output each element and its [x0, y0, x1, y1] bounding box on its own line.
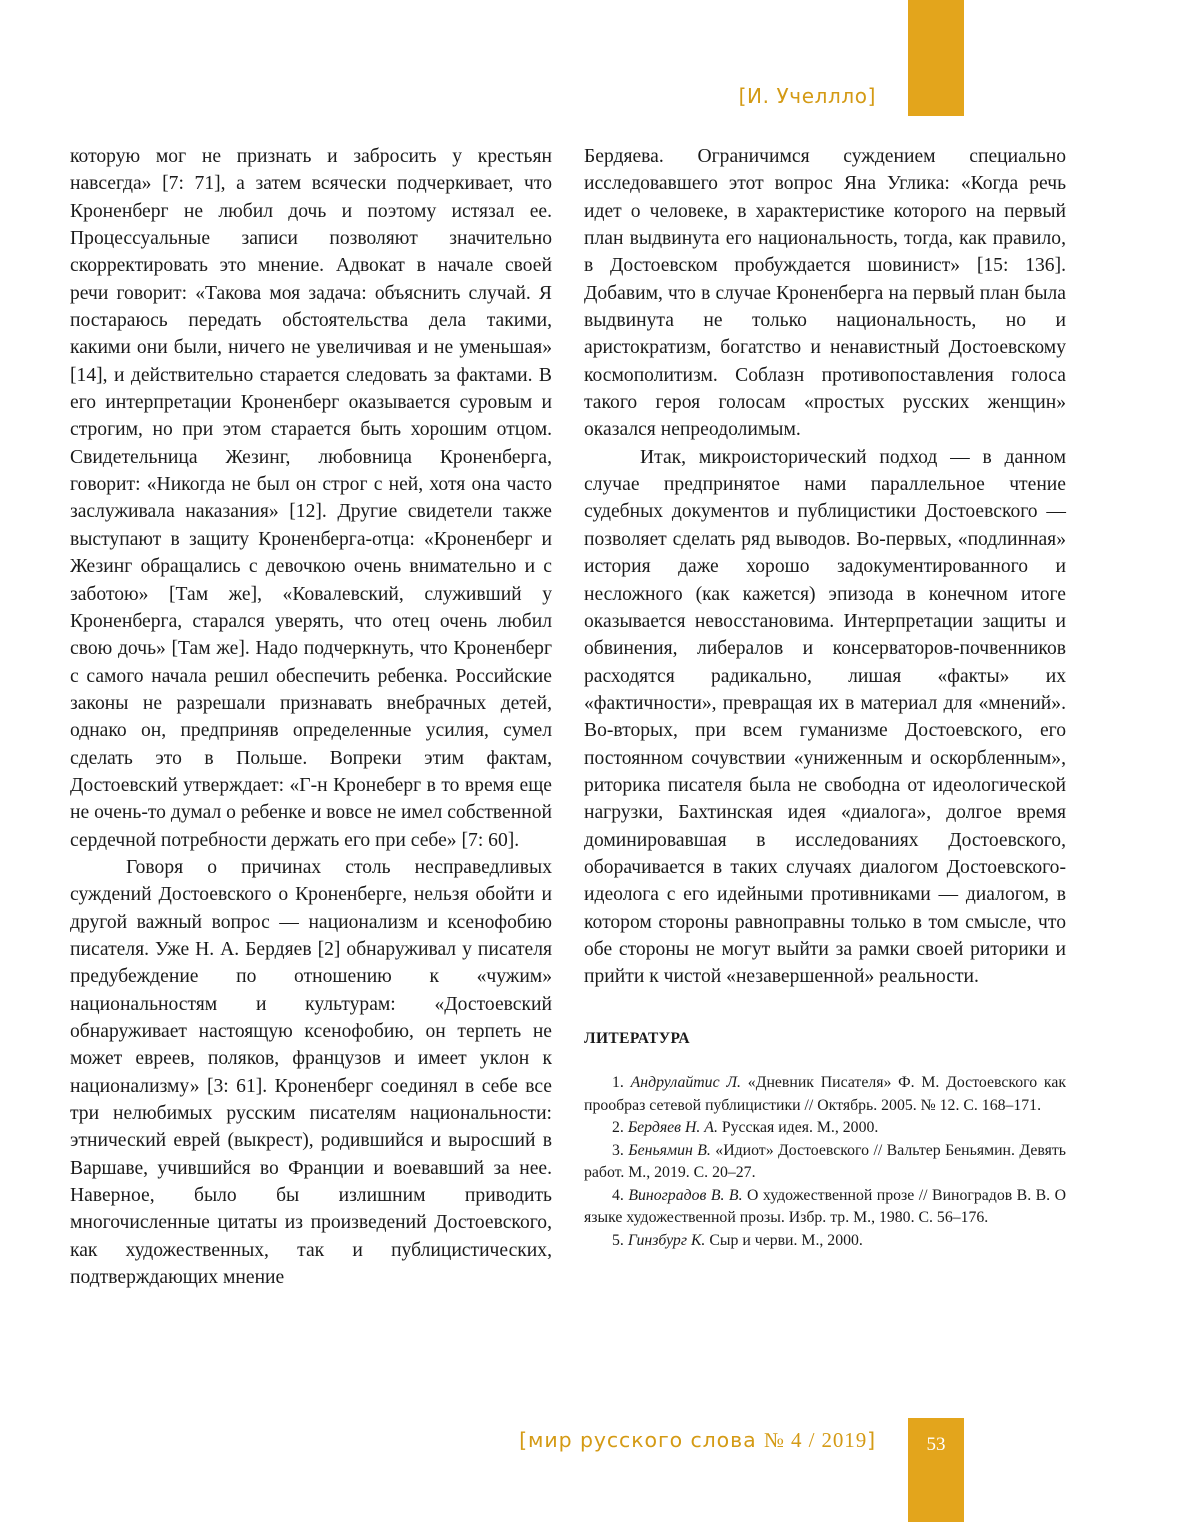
journal-bracket: ]	[867, 1428, 876, 1452]
reference-item	[584, 1140, 1066, 1185]
journal-footer	[519, 1428, 876, 1453]
reference-author: Андрулайтис Л.	[630, 1074, 742, 1091]
reference-text: «Дневник Писателя» Ф. М. Достоевского как прообраз сетевой публицистики // Октябрь. 2005. № 12. С. 168–171.	[584, 1074, 1067, 1114]
header-color-tab	[908, 0, 964, 116]
paragraph: которую мог не признать и забросить у крестьян навсегда» [7: 71], а затем всячески подчеркивает, что Кроненберг не любил дочь и поэтому истязал ее. Процессуальные записи позволяют значительно скорректировать это мнение. Адвокат в начале своей речи говорит: «Такова моя задача: объяснить случай. Я постараюсь передать обстоятельства дела такими, какими они были, ничего не увеличивая и не уменьшая» [14], и действительно старается следовать за фактами. В его интерпретации Кроненберг оказывается суровым и строгим, но при этом старается быть хорошим отцом. Свидетельница Жезинг, любовница Кроненберга, говорит: «Никогда не был он строг с ней, хотя она часто заслуживала наказания» [12]. Другие свидетели также выступают в защиту Кроненберга-отца: «Кроненберг и Жезинг обращались с девочкою очень внимательно и с заботою» [Там же], «Ковалевский, служивший у Кроненберга, старался уверять, что отец очень любил свою дочь» [Там же]. Надо подчеркнуть, что Кроненберг с самого начала решил обеспечить ребенка. Российские законы не разрешали признавать внебрачных детей, однако он, предприняв определенные усилия, сумел сделать это в Польше. Вопреки этим фактам, Достоевский утверждает: «Г-н Кронеберг в то время еще не очень-то думал о ребенке и вовсе не имел собственной сердечной потребности держать его при себе» [7: 60].	[70, 146, 553, 851]
reference-item	[584, 1117, 1066, 1140]
paragraph: Итак, микроисторический подход — в данном случае предпринятое нами параллельное чтение судебных документов и публицистики Достоевского — позволяет сделать ряд выводов. Во-первых, «подлинная» история даже хорошо задокументированного и несложного (как кажется) эпизода в конечном итоге оказывается невосстановима. Интерпретации защиты и обвинения, либералов и консерваторов-почвенников расходятся радикально, лишая «факты» их «фактичности», превращая их в материал для «мнений». Во-вторых, при всем гуманизме Достоевского, его постоянном сочувствии «униженным и оскорбленным», риторика писателя была не свободна от идеологической нагрузки, Бахтинская идея «диалога», долгое время доминировавшая в исследованиях Достоевского, оборачивается в таких случаях диалогом Достоевского-идеолога с его идейными противниками — диалогом, в котором стороны равноправны только в том смысле, что обе стороны не могут выйти за рамки своей риторики и прийти к чистой «незавершенной» реальности.	[584, 446, 1066, 988]
reference-number: 1.	[612, 1074, 624, 1091]
reference-number: 2.	[612, 1119, 624, 1136]
right-text-column	[584, 143, 1066, 1252]
reference-author: Виноградов В. В.	[628, 1186, 743, 1204]
reference-item	[584, 1185, 1066, 1230]
reference-number: 4.	[612, 1186, 624, 1204]
literature-heading: ЛИТЕРАТУРА	[584, 1029, 690, 1047]
reference-list	[584, 1072, 1066, 1252]
reference-text: Сыр и черви. М., 2000.	[709, 1231, 863, 1249]
paragraph: Говоря о причинах столь несправедливых суждений Достоевского о Кроненберге, нельзя обойти и другой важный вопрос — национализм и ксенофобию писателя. Уже Н. А. Бердяев [2] обнаруживал у писателя предубеждение по отношению к «чужим» национальностям и культурам: «Достоевский обнаруживает настоящую ксенофобию, он терпеть не может евреев, поляков, французов и имеет уклон к национализму» [3: 61]. Кроненберг соединял в себе все три нелюбимых русским писателям национальности: этнический еврей (выкрест), родившийся и выросший в Варшаве, учившийся во Франции и воевавший за нее. Наверное, было бы излишним приводить многочисленные цитаты из произведений Достоевского, как художественных, так и публицистических, подтверждающих мнение	[70, 856, 552, 1289]
reference-item	[584, 1230, 1066, 1253]
paragraph: Бердяева. Ограничимся суждением специально исследовавшего этот вопрос Яна Углика: «Когда речь идет о человеке, в характеристике которого на первый план выдвинута его национальность, тогда, как правило, в Достоевском пробуждается шовинист» [15: 136]. Добавим, что в случае Кроненберга на первый план была выдвинута не только национальность, но и аристократизм, богатство и ненавистный Достоевскому космополитизм. Соблазн противопоставления голоса такого героя голосам «простых русских женщин» оказался непреодолимым.	[584, 146, 1066, 441]
reference-author: Беньямин В.	[628, 1141, 711, 1159]
left-text-column	[70, 143, 552, 1291]
reference-number: 5.	[612, 1231, 624, 1249]
reference-author: Бердяев Н. А.	[627, 1119, 718, 1136]
reference-item	[584, 1072, 1066, 1117]
reference-number: 3.	[612, 1141, 624, 1159]
reference-text: О художественной прозе // Виноградов В. В. О языке художественной прозы. Избр. тр. М., 1980. С. 56–176.	[584, 1186, 1067, 1226]
running-head-author: [И. Учеллло]	[738, 84, 876, 108]
reference-text: Русская идея. М., 2000.	[721, 1119, 879, 1136]
reference-author: Гинзбург К.	[627, 1231, 706, 1249]
page-number: 53	[926, 1434, 946, 1455]
reference-text: «Идиот» Достоевского // Вальтер Беньямин. Девять работ. М., 2019. С. 20–27.	[584, 1141, 1067, 1181]
issue-number: № 4 / 2019	[763, 1428, 868, 1452]
journal-name: [мир русского слова	[519, 1428, 757, 1452]
